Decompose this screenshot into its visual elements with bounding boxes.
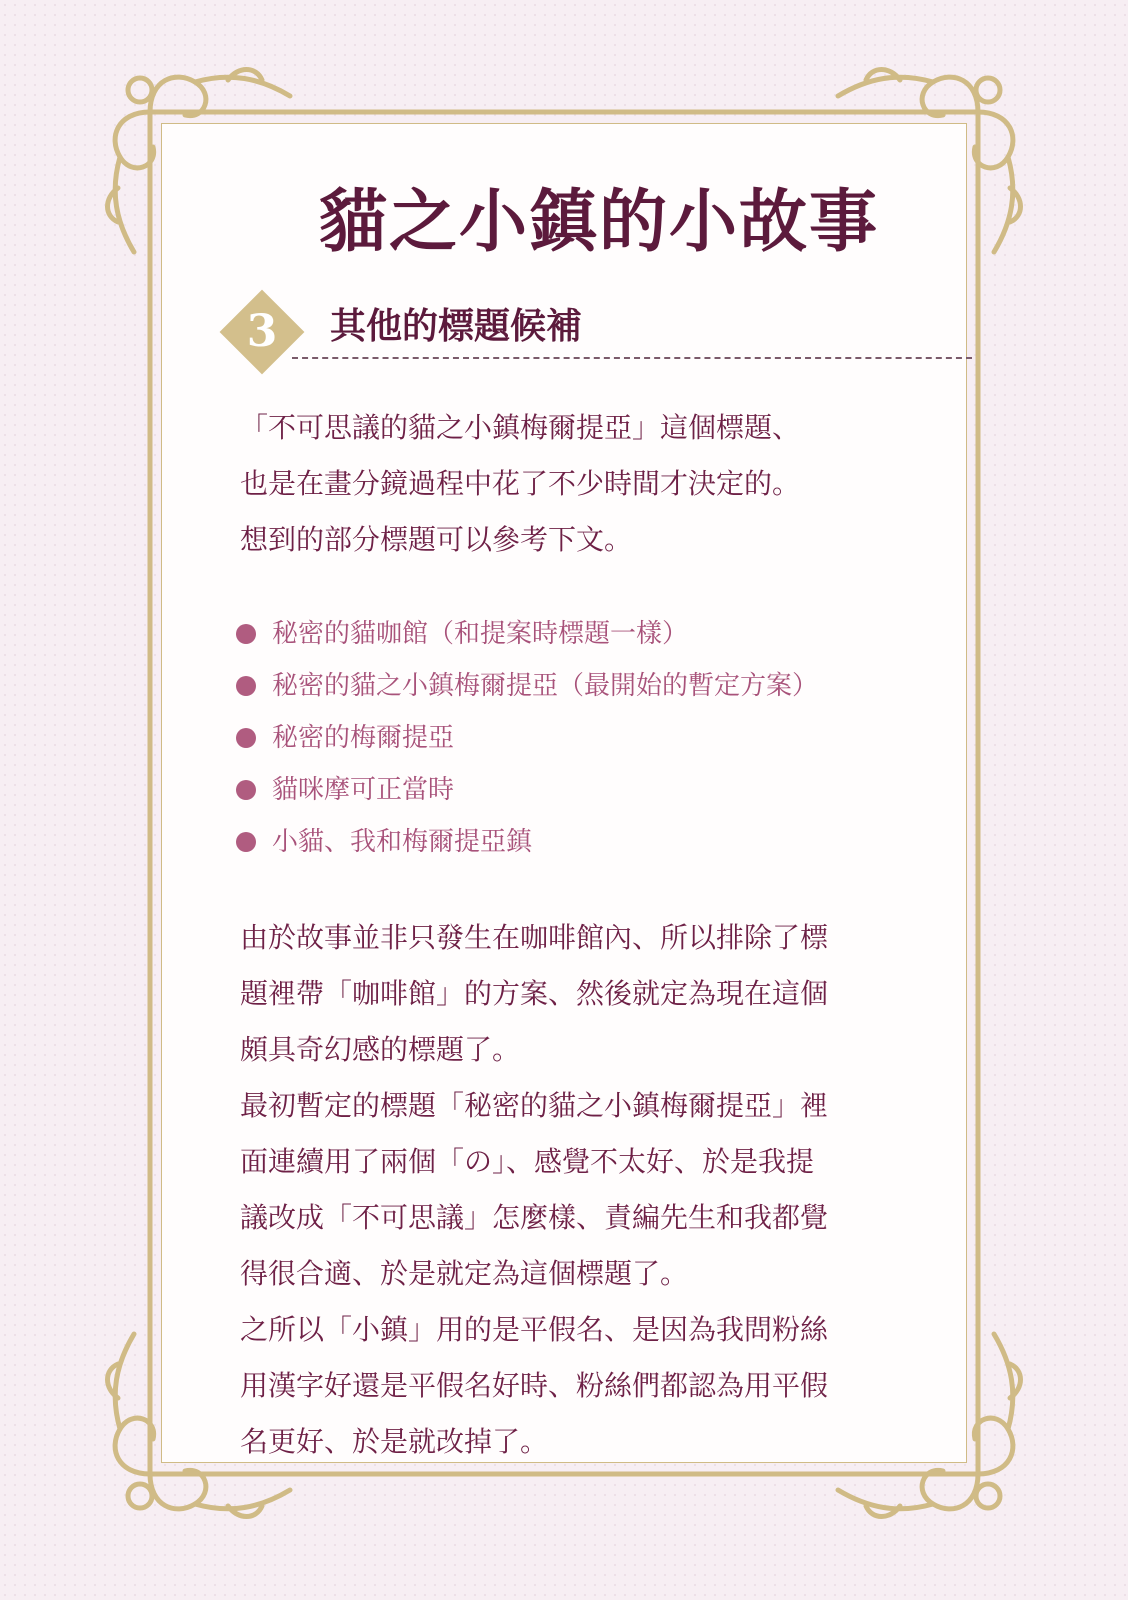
list-item-text: 秘密的貓咖館（和提案時標題一樣） [272, 619, 689, 649]
bullet-dot-icon [236, 676, 256, 696]
bullet-dot-icon [236, 832, 256, 852]
intro-line: 也是在畫分鏡過程中花了不少時間才決定的。 [240, 467, 801, 500]
body-paragraph [240, 910, 940, 1470]
body-line: 最初暫定的標題「秘密的貓之小鎮梅爾提亞」裡 [240, 1089, 829, 1122]
body-line: 議改成「不可思議」怎麼樣、責編先生和我都覺 [240, 1201, 829, 1234]
list-item-text: 秘密的貓之小鎮梅爾提亞（最開始的暫定方案） [272, 671, 819, 701]
intro-line: 「不可思議的貓之小鎮梅爾提亞」這個標題、 [240, 411, 801, 444]
title-candidates-list [236, 608, 818, 868]
dashed-divider [292, 357, 972, 359]
section-number: 3 [246, 306, 278, 357]
intro-line: 想到的部分標題可以參考下文。 [240, 523, 633, 556]
page-title: 貓之小鎮的小故事 [318, 182, 879, 262]
list-item-text: 秘密的梅爾提亞 [272, 723, 455, 753]
section-heading: 其他的標題候補 [330, 306, 583, 347]
list-item-text: 小貓、我和梅爾提亞鎮 [272, 827, 533, 857]
list-item-text: 貓咪摩可正當時 [272, 775, 455, 805]
section-number-badge [220, 290, 304, 374]
bullet-dot-icon [236, 780, 256, 800]
bullet-dot-icon [236, 624, 256, 644]
body-line: 頗具奇幻感的標題了。 [240, 1033, 521, 1066]
bullet-dot-icon [236, 728, 256, 748]
body-line: 面連續用了兩個「の」、感覺不太好、於是我提 [240, 1145, 815, 1178]
list-item [236, 608, 818, 660]
list-item [236, 816, 818, 868]
list-item [236, 712, 818, 764]
body-line: 由於故事並非只發生在咖啡館內、所以排除了標 [240, 921, 829, 954]
body-line: 之所以「小鎮」用的是平假名、是因為我問粉絲 [240, 1313, 829, 1346]
list-item [236, 660, 818, 712]
body-line: 題裡帶「咖啡館」的方案、然後就定為現在這個 [240, 977, 829, 1010]
body-line: 名更好、於是就改掉了。 [240, 1425, 549, 1458]
body-line: 用漢字好還是平假名好時、粉絲們都認為用平假 [240, 1369, 829, 1402]
body-line: 得很合適、於是就定為這個標題了。 [240, 1257, 689, 1290]
intro-paragraph [240, 400, 940, 568]
list-item [236, 764, 818, 816]
